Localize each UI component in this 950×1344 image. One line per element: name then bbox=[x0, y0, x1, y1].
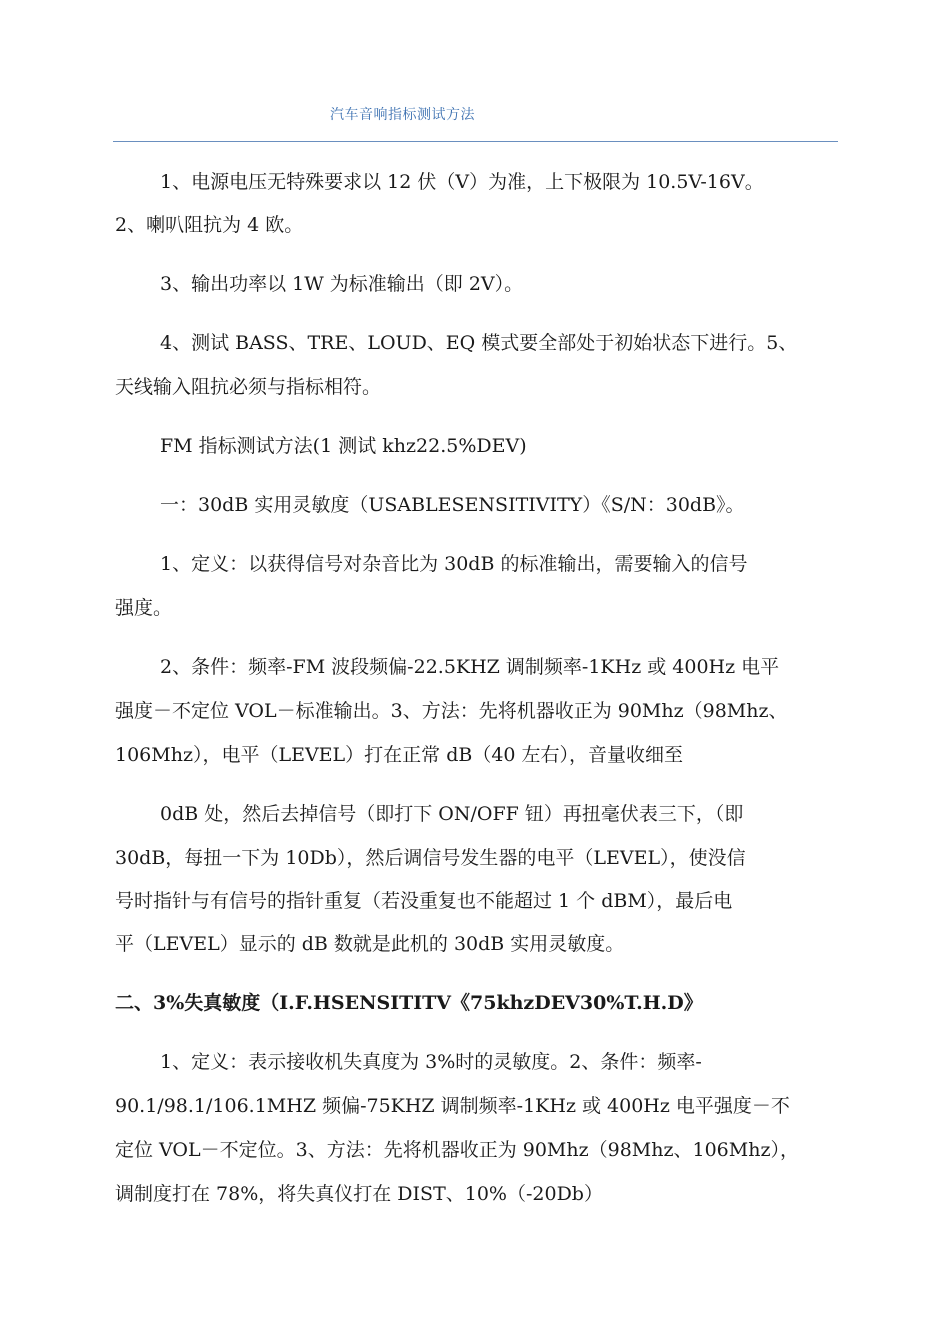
paragraph-line: 平（LEVEL）显示的 dB 数就是此机的 30dB 实用灵敏度。 bbox=[115, 933, 625, 955]
paragraph-line: 号时指针与有信号的指针重复（若没重复也不能超过 1 个 dBM），最后电 bbox=[115, 890, 733, 912]
paragraph-line: 定位 VOL－不定位。3、方法：先将机器收正为 90Mhz（98Mhz、106Mhz）， bbox=[115, 1139, 799, 1161]
paragraph-line: 强度－不定位 VOL－标准输出。3、方法：先将机器收正为 90Mhz（98Mhz、 bbox=[115, 700, 788, 722]
paragraph-line: 90.1/98.1/106.1MHZ 频偏-75KHZ 调制频率-1KHz 或 400Hz 电平强度－不 bbox=[115, 1095, 790, 1117]
paragraph-line: 0dB 处，然后去掉信号（即打下 ON/OFF 钮）再扭毫伏表三下，（即 bbox=[160, 803, 744, 825]
paragraph-line: 30dB，每扭一下为 10Db），然后调信号发生器的电平（LEVEL），使没信 bbox=[115, 847, 746, 869]
paragraph-line: 2、条件：频率-FM 波段频偏-22.5KHZ 调制频率-1KHz 或 400Hz 电平 bbox=[160, 656, 780, 678]
paragraph-line: 2、喇叭阻抗为 4 欧。 bbox=[115, 214, 304, 236]
paragraph-line: 天线输入阻抗必须与指标相符。 bbox=[115, 376, 382, 398]
paragraph-line: 调制度打在 78%，将失真仪打在 DIST、10%（-20Db） bbox=[115, 1183, 603, 1205]
paragraph-line: 1、定义：表示接收机失真度为 3%时的灵敏度。2、条件：频率- bbox=[160, 1051, 702, 1073]
paragraph-line: 3、输出功率以 1W 为标准输出（即 2V）。 bbox=[160, 273, 524, 295]
section-heading: 二、3%失真敏度（I.F.HSENSITITV《75khzDEV30%T.H.D》 bbox=[115, 992, 703, 1014]
paragraph-line: 4、测试 BASS、TRE、LOUD、EQ 模式要全部处于初始状态下进行。5、 bbox=[160, 332, 798, 354]
paragraph-line: 一：30dB 实用灵敏度（USABLESENSITIVITY）《S/N：30dB》。 bbox=[160, 494, 745, 516]
header-divider bbox=[113, 141, 838, 142]
paragraph-line: FM 指标测试方法(1 测试 khz22.5%DEV) bbox=[160, 435, 527, 457]
paragraph-line: 1、电源电压无特殊要求以 12 伏（V）为准，上下极限为 10.5V-16V。 bbox=[160, 171, 764, 193]
paragraph-line: 106Mhz），电平（LEVEL）打在正常 dB（40 左右），音量收细至 bbox=[115, 744, 684, 766]
paragraph-line: 强度。 bbox=[115, 597, 173, 619]
paragraph-line: 1、定义：以获得信号对杂音比为 30dB 的标准输出，需要输入的信号 bbox=[160, 553, 748, 575]
page-header-title: 汽车音响指标测试方法 bbox=[330, 107, 475, 123]
